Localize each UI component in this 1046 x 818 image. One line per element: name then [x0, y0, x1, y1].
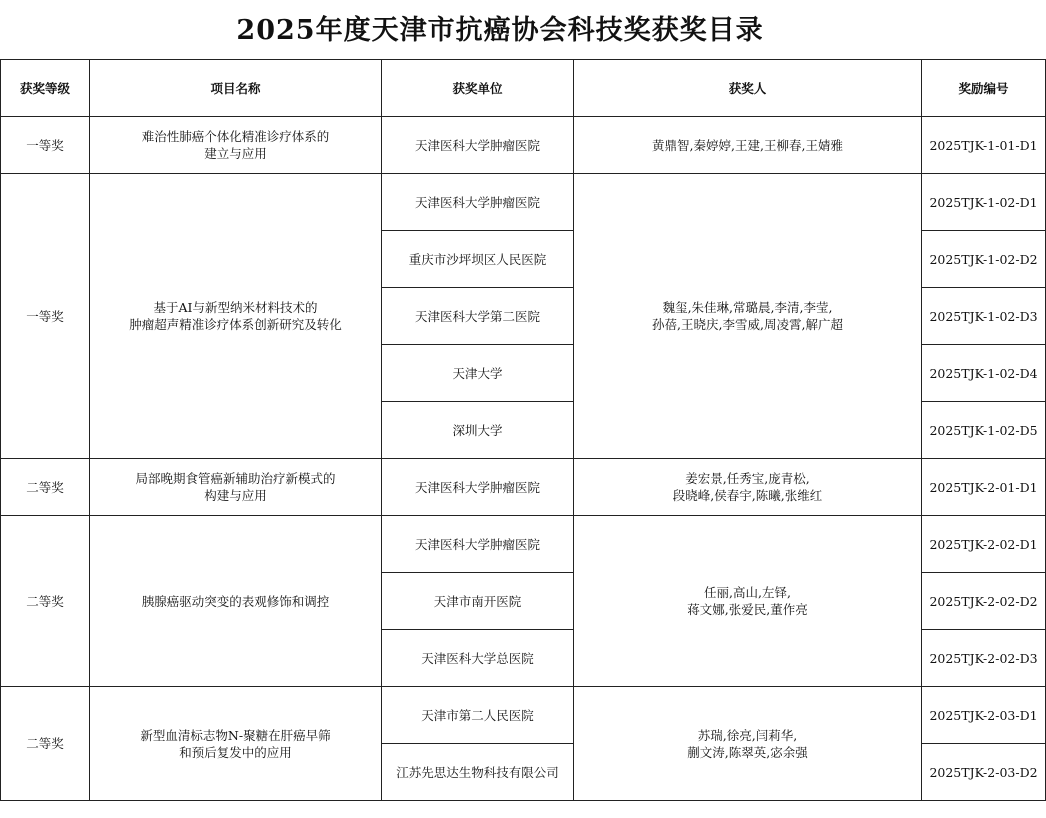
award-code: 2025TJK-1-01-D1	[922, 117, 1046, 174]
award-code: 2025TJK-1-02-D1	[922, 174, 1046, 231]
award-code: 2025TJK-2-03-D1	[922, 687, 1046, 744]
award-unit: 天津医科大学肿瘤医院	[382, 516, 574, 573]
award-people: 黄鼎智,秦婷婷,王建,王柳春,王婧雅	[574, 117, 922, 174]
award-unit: 天津医科大学肿瘤医院	[382, 117, 574, 174]
award-unit: 深圳大学	[382, 402, 574, 459]
award-people: 姜宏景,任秀宝,庞青松, 段晓峰,侯春宇,陈曦,张维红	[574, 459, 922, 516]
award-people: 任丽,高山,左铎, 蒋文娜,张爱民,董作亮	[574, 516, 922, 687]
award-unit: 天津市南开医院	[382, 573, 574, 630]
header-level: 获奖等级	[1, 60, 90, 117]
header-unit: 获奖单位	[382, 60, 574, 117]
award-unit: 天津医科大学总医院	[382, 630, 574, 687]
page-title: 2025年度天津市抗癌协会科技奖获奖目录	[236, 15, 764, 46]
award-unit: 天津大学	[382, 345, 574, 402]
award-code: 2025TJK-2-02-D1	[922, 516, 1046, 573]
award-level: 二等奖	[1, 687, 90, 801]
header-code: 奖励编号	[922, 60, 1046, 117]
award-unit: 江苏先思达生物科技有限公司	[382, 744, 574, 801]
award-unit: 重庆市沙坪坝区人民医院	[382, 231, 574, 288]
award-code: 2025TJK-1-02-D2	[922, 231, 1046, 288]
project-name: 难治性肺癌个体化精准诊疗体系的 建立与应用	[90, 117, 382, 174]
award-unit: 天津市第二人民医院	[382, 687, 574, 744]
awards-table	[0, 59, 1046, 801]
project-name: 局部晚期食管癌新辅助治疗新模式的 构建与应用	[90, 459, 382, 516]
award-unit: 天津医科大学肿瘤医院	[382, 459, 574, 516]
award-people: 苏瑞,徐亮,闫莉华, 蒯文涛,陈翠英,宓余强	[574, 687, 922, 801]
project-name: 基于AI与新型纳米材料技术的 肿瘤超声精准诊疗体系创新研究及转化	[90, 174, 382, 459]
award-code: 2025TJK-1-02-D5	[922, 402, 1046, 459]
table-row	[1, 687, 1046, 744]
table-row	[1, 117, 1046, 174]
award-code: 2025TJK-2-03-D2	[922, 744, 1046, 801]
award-people: 魏玺,朱佳琳,常璐晨,李清,李莹, 孙蓓,王晓庆,李雪威,周凌霄,解广超	[574, 174, 922, 459]
header-project: 项目名称	[90, 60, 382, 117]
award-level: 一等奖	[1, 117, 90, 174]
award-code: 2025TJK-2-02-D3	[922, 630, 1046, 687]
project-name: 胰腺癌驱动突变的表观修饰和调控	[90, 516, 382, 687]
table-row	[1, 174, 1046, 231]
table-header-row	[1, 60, 1046, 117]
table-row	[1, 459, 1046, 516]
award-level: 二等奖	[1, 459, 90, 516]
header-people: 获奖人	[574, 60, 922, 117]
award-code: 2025TJK-1-02-D3	[922, 288, 1046, 345]
award-code: 2025TJK-2-02-D2	[922, 573, 1046, 630]
award-unit: 天津医科大学肿瘤医院	[382, 174, 574, 231]
award-level: 一等奖	[1, 174, 90, 459]
table-row	[1, 516, 1046, 573]
award-code: 2025TJK-2-01-D1	[922, 459, 1046, 516]
award-code: 2025TJK-1-02-D4	[922, 345, 1046, 402]
project-name: 新型血清标志物N-聚糖在肝癌早筛 和预后复发中的应用	[90, 687, 382, 801]
award-unit: 天津医科大学第二医院	[382, 288, 574, 345]
award-level: 二等奖	[1, 516, 90, 687]
